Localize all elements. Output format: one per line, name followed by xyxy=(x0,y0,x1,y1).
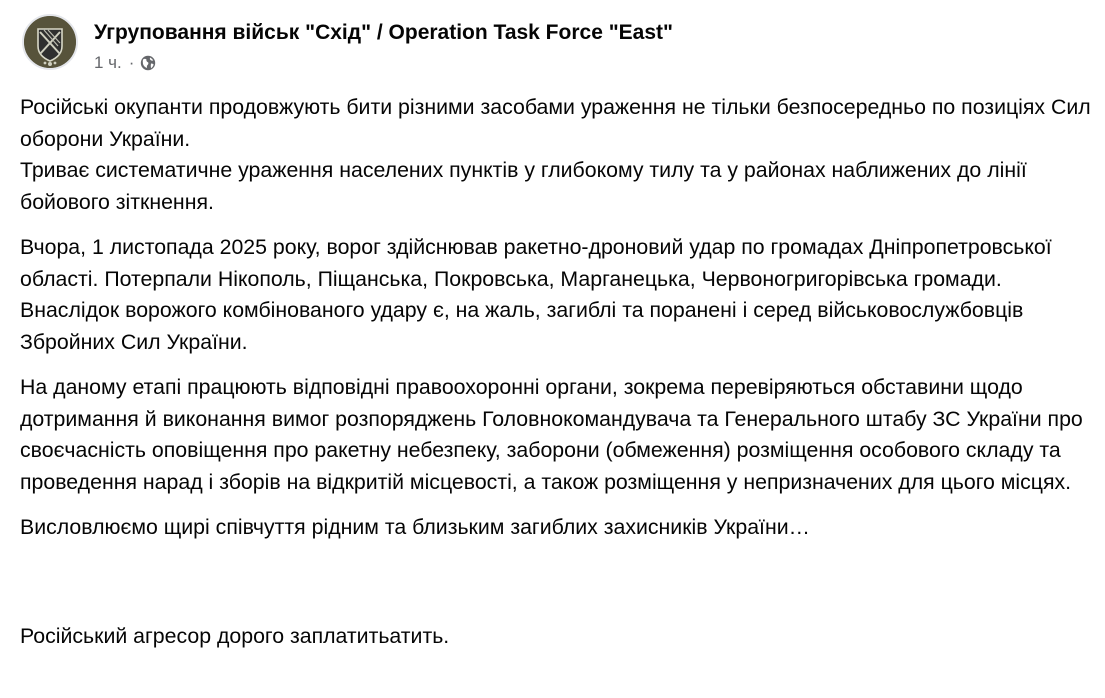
globe-icon[interactable] xyxy=(140,55,156,71)
post-last-line: Російський агресор дорого заплатитьатить. xyxy=(20,623,450,648)
text-fade-overlay xyxy=(419,589,559,621)
header-text xyxy=(94,21,673,73)
post-time[interactable]: 1 ч. xyxy=(94,53,122,72)
post-paragraph: Висловлюємо щирі співчуття рідним та близьким загиблих захисників України… xyxy=(20,515,810,539)
military-emblem-icon xyxy=(24,16,78,70)
post-meta xyxy=(94,53,673,73)
post-paragraph: Вчора, 1 листопада 2025 року, ворог здійснював ракетно-дроновий удар по громадах Дніпропетровської області. Потерпали Нікополь, Піщанська, Покровська, Марганецька, Червоногригорівська громади. Внаслідок ворожого комбінованого удару є, на жаль, загиблі та поранені і серед військовослужбовців Збройних Сил України. xyxy=(20,235,1052,354)
post-paragraph: Російські окупанти продовжують бити різними засобами ураження не тільки безпосередньо по позиціях Сил оборони України. Триває систематичне ураження населених пунктів у глибокому тилу та у районах наближених до лінії бойового зіткнення. xyxy=(20,95,1091,214)
last-line-wrapper xyxy=(20,589,449,684)
post-header xyxy=(22,14,673,73)
meta-separator: · xyxy=(128,53,135,72)
post-last-paragraph xyxy=(20,558,1092,684)
post-paragraph: На даному етапі працюють відповідні правоохоронні органи, зокрема перевіряються обставини щодо дотримання й виконання вимог розпоряджень Головнокомандувача та Генерального штабу ЗС України про своєчасність оповіщення про ракетну небезпеку, заборони (обмеження) розміщення особового складу та проведення нарад і зборів на відкритій місцевості, а також розміщення у непризначених для цього місцях. xyxy=(20,375,1083,494)
avatar[interactable] xyxy=(22,14,78,70)
post-body xyxy=(20,92,1092,698)
page-name[interactable]: Угруповання військ "Схід" / Operation Task Force "East" xyxy=(94,21,673,44)
